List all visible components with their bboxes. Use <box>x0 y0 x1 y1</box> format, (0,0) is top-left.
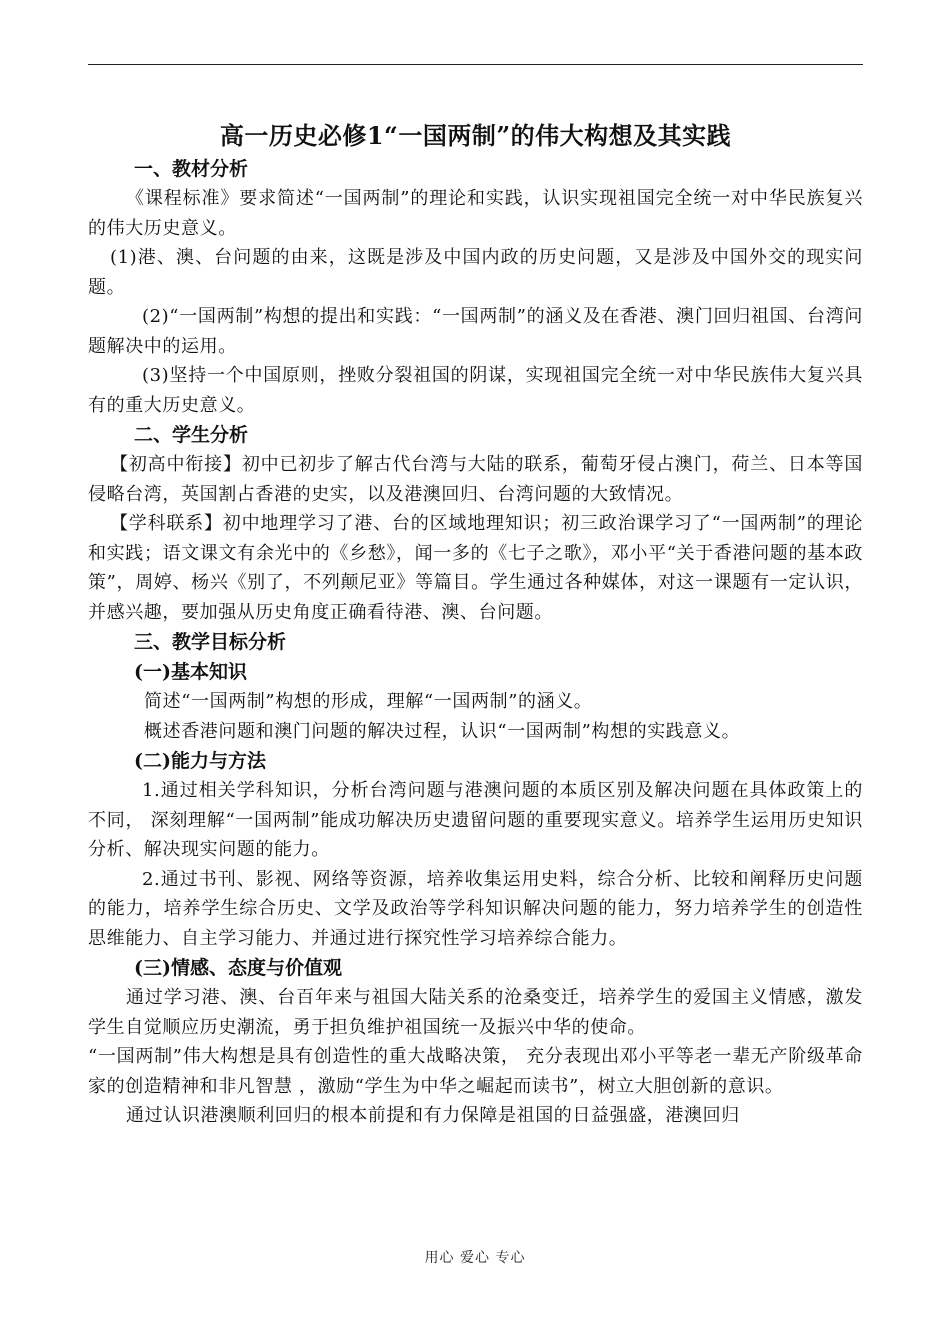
subsection-heading-emotion-values: (三)情感、态度与价值观 <box>134 957 342 979</box>
page-footer: 用心 爱心 专心 <box>424 1250 526 1266</box>
paragraph: “一国两制”伟大构想是具有创造性的重大战略决策， 充分表现出邓小平等老一辈无产阶级革命家的创造精神和非凡智慧 ，激励“学生为中华之崛起而读书”，树立大胆创新的意识。 <box>88 1046 863 1097</box>
paragraph: 《课程标准》要求简述“一国两制”的理论和实践，认识实现祖国完全统一对中华民族复兴的伟大历史意义。 <box>88 188 863 239</box>
document-title: 高一历史必修1“一国两制”的伟大构想及其实践 <box>219 121 732 150</box>
section-heading-teaching-goals: 三、教学目标分析 <box>134 631 287 653</box>
paragraph: 通过认识港澳顺利回归的根本前提和有力保障是祖国的日益强盛，港澳回归 <box>126 1105 740 1126</box>
paragraph: 概述香港问题和澳门问题的解决过程，认识“一国两制”构想的实践意义。 <box>144 720 741 742</box>
subsection-heading-basic-knowledge: (一)基本知识 <box>134 661 247 683</box>
list-item: (3)坚持一个中国原则，挫败分裂祖国的阴谋，实现祖国完全统一对中华民族伟大复兴具有的重大历史意义。 <box>88 365 863 416</box>
subsection-heading-ability-method: (二)能力与方法 <box>134 750 266 772</box>
header-rule <box>88 64 863 65</box>
paragraph: 简述“一国两制”构想的形成，理解“一国两制”的涵义。 <box>144 691 593 712</box>
paragraph: 通过学习港、澳、台百年来与祖国大陆关系的沧桑变迁，培养学生的爱国主义情感，激发学生自觉顺应历史潮流，勇于担负维护祖国统一及振兴中华的使命。 <box>88 987 863 1038</box>
list-item: (1)港、澳、台问题的由来，这既是涉及中国内政的历史问题，又是涉及中国外交的现实问题。 <box>88 247 863 298</box>
paragraph: 2.通过书刊、影视、网络等资源，培养收集运用史料，综合分析、比较和阐释历史问题的能力，培养学生综合历史、文学及政治等学科知识解决问题的能力，努力培养学生的创造性思维能力、自主学习能力、并通过进行探究性学习培养综合能力。 <box>88 868 863 949</box>
paragraph: 【初高中衔接】初中已初步了解古代台湾与大陆的联系，葡萄牙侵占澳门，荷兰、日本等国侵略台湾，英国割占香港的史实，以及港澳回归、台湾问题的大致情况。 <box>88 454 863 505</box>
paragraph: 【学科联系】初中地理学习了港、台的区域地理知识；初三政治课学习了“一国两制”的理论和实践；语文课文有余光中的《乡愁》，闻一多的《七子之歌》，邓小平“关于香港问题的基本政策”，周婷、杨兴《别了，不列颠尼亚》等篇目。学生通过各种媒体，对这一课题有一定认识，并感兴趣，要加强从历史角度正确看待港、澳、台问题。 <box>88 513 863 623</box>
section-heading-student-analysis: 二、学生分析 <box>134 424 249 446</box>
section-heading-textbook-analysis: 一、教材分析 <box>134 158 249 180</box>
paragraph: 1.通过相关学科知识，分析台湾问题与港澳问题的本质区别及解决问题在具体政策上的不同， 深刻理解“一国两制”能成功解决历史遗留问题的重要现实意义。培养学生运用历史知识分析、解决现实问题的能力。 <box>88 780 863 860</box>
list-item: (2)“一国两制”构想的提出和实践：“一国两制”的涵义及在香港、澳门回归祖国、台湾问题解决中的运用。 <box>88 306 863 357</box>
document-body <box>88 118 863 1131</box>
